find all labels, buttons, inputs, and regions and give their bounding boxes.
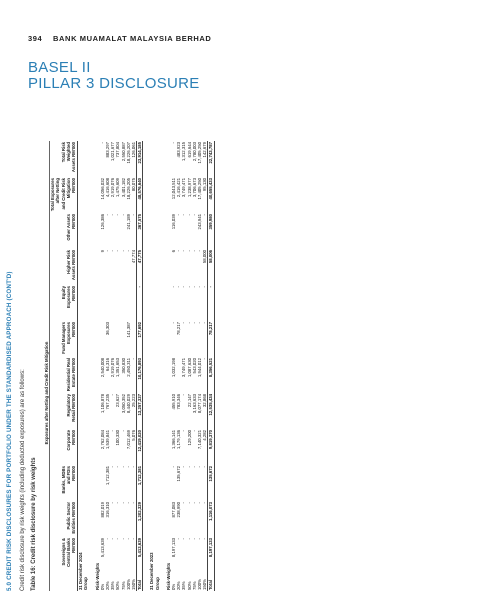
table-cell: - xyxy=(197,466,203,468)
table-cell: 5,413,639 xyxy=(99,538,105,558)
table-cell: - xyxy=(202,358,208,360)
risk-weight-label: 20% xyxy=(105,581,111,590)
table-cell: 1,351,653 xyxy=(115,358,121,378)
table-cell: 1,116,073 xyxy=(208,501,214,537)
table-cell: - xyxy=(125,466,131,468)
table-cell: 4,416,608 xyxy=(105,178,111,198)
table-cell: 18,226,207 xyxy=(125,142,131,164)
table-cell: 18,226,205 xyxy=(125,178,131,200)
table-cell: 5,076 xyxy=(131,430,137,441)
table-cell: - xyxy=(110,430,116,432)
table-cell: 10,176,893 xyxy=(137,357,143,393)
table-cell: - xyxy=(115,502,121,504)
table-cell: 238,990 xyxy=(176,502,182,518)
table-cell: 619,644 xyxy=(186,142,192,158)
row-label: 31 December 2024 xyxy=(78,552,84,590)
table-cell: - xyxy=(197,538,203,540)
column-header: Banks, MDBs and FDIs RM'000 xyxy=(50,465,78,501)
column-header: Higher Risk Assets RM'000 xyxy=(50,249,78,285)
table-cell: - xyxy=(176,250,182,252)
risk-weight-label: 50% xyxy=(115,581,121,590)
table-cell: 6 xyxy=(171,250,177,253)
table-cell: 36,303 xyxy=(105,322,111,336)
table-cell: 129,200 xyxy=(186,430,192,446)
table-cell: - xyxy=(186,466,192,468)
page-number: 394 xyxy=(28,34,43,43)
table-cell: - xyxy=(197,502,203,504)
table-cell: 17,405,250 xyxy=(197,142,203,164)
section-heading: 5.0 CREDIT RISK DISCLOSURES FOR PORTFOLIO UNDER THE STANDARDISED APPROACH (CONT'D) xyxy=(6,271,13,591)
table-cell: 78,217 xyxy=(176,322,182,336)
table-cell: 78,217 xyxy=(208,321,214,357)
table-cell: 3,706,673 xyxy=(191,178,197,198)
table-cell: - xyxy=(191,466,197,468)
row-label: Risk-Weights xyxy=(165,562,171,590)
table-cell: 1,475,609 xyxy=(115,178,121,198)
table-cell: 95,130 xyxy=(202,178,208,192)
table-cell: 25,223 xyxy=(131,394,137,408)
table-cell: - xyxy=(99,142,105,144)
table-cell: - xyxy=(181,214,187,216)
column-header: Total Exposures after Netting and Credit Risk Mitigation RM'000 xyxy=(50,178,77,212)
table-cell: - xyxy=(197,250,203,252)
table-cell: - xyxy=(176,538,182,540)
table-cell: 12,043,511 xyxy=(171,178,177,200)
table-cell: 1,202,329 xyxy=(137,501,143,537)
table-cell: 47,774 xyxy=(131,250,137,264)
table-cell: - xyxy=(115,250,121,252)
table-cell: - xyxy=(191,538,197,540)
table-cell: 767,235 xyxy=(105,394,111,410)
table-cell: 48,576,640 xyxy=(137,177,143,213)
table-cell: - xyxy=(186,538,192,540)
table-cell: 543,020 xyxy=(191,358,197,374)
table-cell: 8,077,174 xyxy=(197,394,203,414)
table-cell: 1,021,677 xyxy=(110,142,116,162)
table-cell: 13,257,337 xyxy=(137,393,143,429)
risk-weight-label: 0% xyxy=(99,583,105,590)
table-cell: 316,310 xyxy=(105,502,111,518)
table-cell: 783,346 xyxy=(176,394,182,410)
table-cell: - xyxy=(181,502,187,504)
table-cell: 5,413,639 xyxy=(137,537,143,573)
table-cell: 1,238,977 xyxy=(186,178,192,198)
table-cell: - xyxy=(202,502,208,504)
risk-weight-label: 50% xyxy=(186,581,192,590)
table-cell: 4,282 xyxy=(202,430,208,441)
table-cell: - xyxy=(202,322,208,324)
table-cell: - xyxy=(120,214,126,216)
table-cell: 142,679 xyxy=(202,142,208,158)
table-cell: - xyxy=(125,502,131,504)
table-cell: 9 xyxy=(99,250,105,253)
table-cell: 17,405,250 xyxy=(197,178,203,200)
column-header: Total Risk Weighted Assets RM'000 xyxy=(50,141,78,177)
table-cell: - xyxy=(131,358,137,360)
table-cell: 100,330 xyxy=(115,430,121,446)
rotated-table-page xyxy=(0,131,365,611)
table-cell: - xyxy=(105,538,111,540)
column-header-row xyxy=(50,141,78,591)
risk-weight-label: Total xyxy=(137,573,143,591)
table-cell: - xyxy=(186,322,192,324)
table-cell: 883,297 xyxy=(105,142,111,158)
table-cell: - xyxy=(171,322,177,324)
table-cell: 2,919,076 xyxy=(110,358,116,378)
risk-weight-label: 75% xyxy=(191,581,197,590)
risk-weight-label: 20% xyxy=(176,581,182,590)
table-cell: - xyxy=(110,394,116,396)
table-cell: 243,941 xyxy=(197,214,203,230)
table-cell: - xyxy=(131,502,137,504)
table-cell: 1,944,012 xyxy=(197,358,203,378)
table-cell: 1,366,141 xyxy=(171,430,177,450)
table-cell: 1,179,136 xyxy=(176,430,182,450)
risk-weight-label: 35% xyxy=(181,581,187,590)
row-label: Risk-Weights xyxy=(94,562,100,590)
company-name: BANK MUAMALAT MALAYSIA BERHAD xyxy=(53,34,212,43)
column-header: Residential Real Estate RM'000 xyxy=(50,357,78,393)
table-cell: 1,712,381 xyxy=(137,465,143,501)
row-label: Group xyxy=(83,577,89,590)
table-cell: 2,762,084 xyxy=(99,430,105,450)
table-title: Table 16: Credit risk disclosure by risk weights xyxy=(31,457,37,591)
table-cell: 32,868 xyxy=(202,394,208,408)
table-cell: - xyxy=(181,466,187,468)
title-line-1: BASEL II xyxy=(28,59,91,76)
table-cell: 116,039 xyxy=(171,214,177,230)
table-cell: - xyxy=(186,502,192,504)
table-cell: 47,775 xyxy=(137,249,143,285)
table-cell: - xyxy=(105,250,111,252)
table-cell: - xyxy=(110,250,116,252)
table-cell: 126,386 xyxy=(99,214,105,230)
table-cell: 80,075 xyxy=(131,178,137,192)
table-cell: - xyxy=(176,214,182,216)
table-cell: - xyxy=(208,285,214,321)
table-cell: - xyxy=(171,286,177,288)
column-header: Regulatory Retail RM'000 xyxy=(50,393,78,429)
table-cell: 3,401,182 xyxy=(120,178,126,198)
page-header xyxy=(28,34,211,43)
table-cell: 241,189 xyxy=(125,214,131,230)
table-cell: - xyxy=(120,430,126,432)
risk-weight-label: 35% xyxy=(110,581,116,590)
column-header: Equity Exposures RM'000 xyxy=(50,285,78,321)
table-cell: - xyxy=(110,466,116,468)
table-cell: - xyxy=(125,250,131,252)
table-cell: - xyxy=(202,286,208,288)
table-cell: 2,550,887 xyxy=(120,142,126,162)
table-cell: 40,655,433 xyxy=(208,177,214,213)
table-cell: 177,692 xyxy=(137,321,143,357)
table-cell: 1,712,381 xyxy=(105,466,111,486)
table-cell: - xyxy=(191,322,197,324)
table-cell: 23,914,185 xyxy=(137,141,143,177)
risk-weight-label: Total xyxy=(208,573,214,591)
risk-weight-label: 75% xyxy=(120,581,126,590)
table-cell: 1,032,198 xyxy=(171,358,177,378)
table-cell: - xyxy=(171,142,177,144)
table-cell: 58,006 xyxy=(208,249,214,285)
table-cell: - xyxy=(110,502,116,504)
risk-weight-label: 100% xyxy=(197,579,203,590)
risk-weight-label: 0% xyxy=(171,583,177,590)
table-cell: - xyxy=(171,466,177,468)
table-cell: 877,083 xyxy=(171,502,177,518)
table-cell: 135,672 xyxy=(208,465,214,501)
table-cell: 8,197,133 xyxy=(208,537,214,573)
table-cell: - xyxy=(176,286,182,288)
table-cell: - xyxy=(131,538,137,540)
table-cell: - xyxy=(191,286,197,288)
table-cell: - xyxy=(115,538,121,540)
span-header: Exposures after Netting and Credit Risk Mitigation xyxy=(44,213,50,573)
table-cell: 3,749,471 xyxy=(181,358,187,378)
table-cell: 126,061 xyxy=(131,142,137,158)
table-cell: 350,830 xyxy=(120,358,126,374)
table-cell: - xyxy=(131,466,137,468)
table-cell: 2,780,003 xyxy=(191,142,197,162)
table-cell: 3,749,471 xyxy=(181,178,187,198)
table-cell: 7,140,321 xyxy=(197,430,203,450)
table-cell: 7,012,469 xyxy=(125,430,131,450)
table-cell: 483,923 xyxy=(176,142,182,158)
table-cell: 135,672 xyxy=(176,466,182,482)
table-cell: - xyxy=(186,250,192,252)
column-header: Other Assets RM'000 xyxy=(50,213,78,249)
table-cell: - xyxy=(197,322,203,324)
table-cell: - xyxy=(181,538,187,540)
table-cell: 2,416,421 xyxy=(176,178,182,198)
table-cell: 359,980 xyxy=(208,213,214,249)
row-label: 31 December 2023 xyxy=(149,552,155,590)
table-cell: 9,819,370 xyxy=(208,429,214,465)
table-cell: 455,910 xyxy=(171,394,177,410)
risk-weight-table xyxy=(44,141,215,591)
row-label: Group xyxy=(154,577,160,590)
table-cell: - xyxy=(115,214,121,216)
table-cell: 12,419,020 xyxy=(137,429,143,465)
table-cell: - xyxy=(105,214,111,216)
table-cell: - xyxy=(120,538,126,540)
table-cell: 2,919,076 xyxy=(110,178,116,198)
table-cell: 8,440,029 xyxy=(125,394,131,414)
column-header: Sovereigns & Central Banks RM'000 xyxy=(50,537,78,573)
table-cell: - xyxy=(110,538,116,540)
table-cell: - xyxy=(120,466,126,468)
table-cell: 14,056,032 xyxy=(99,178,105,200)
table-row xyxy=(208,141,214,591)
table-cell: 3,050,352 xyxy=(120,394,126,414)
table-cell: - xyxy=(181,250,187,252)
table-cell: - xyxy=(125,538,131,540)
table-cell: 8,197,133 xyxy=(171,538,177,558)
table-cell: - xyxy=(120,250,126,252)
table-cell: 737,804 xyxy=(115,142,121,158)
table-cell: 2,450,311 xyxy=(125,358,131,377)
table-cell: - xyxy=(191,214,197,216)
table-cell: 64,316 xyxy=(105,358,111,372)
table-cell: - xyxy=(131,214,137,216)
risk-weight-label: 150% xyxy=(131,579,137,590)
section-intro: Credit risk disclosure by risk weights (including deducted exposures) are as follows: xyxy=(20,369,26,591)
table-cell: - xyxy=(181,322,187,324)
table-cell: - xyxy=(181,430,187,432)
table-cell: - xyxy=(181,394,187,396)
column-header: Corporate RM'000 xyxy=(50,429,78,465)
table-cell: 22,743,787 xyxy=(208,141,214,177)
table-cell: 3,163,633 xyxy=(191,394,197,414)
risk-weight-label: 150% xyxy=(202,579,208,590)
table-cell: 367,575 xyxy=(137,213,143,249)
table-cell: 1,087,630 xyxy=(186,358,192,378)
title-line-2: PILLAR 3 DISCLOSURE xyxy=(28,75,200,92)
table-cell: 23,627 xyxy=(115,394,121,408)
table-cell: - xyxy=(181,286,187,288)
column-header: Fund Managers Exposures RM'000 xyxy=(50,321,78,357)
page-title xyxy=(28,60,200,92)
table-cell: - xyxy=(202,538,208,540)
table-cell: 1,312,315 xyxy=(181,142,187,162)
table-cell: - xyxy=(202,214,208,216)
table-cell: 882,019 xyxy=(99,502,105,518)
table-cell: - xyxy=(115,466,121,468)
table-cell: - xyxy=(186,286,192,288)
table-cell: 1,539,841 xyxy=(105,430,111,450)
risk-weight-label: 100% xyxy=(125,579,131,590)
table-cell: - xyxy=(110,214,116,216)
table-cell: 1,106,878 xyxy=(99,394,105,414)
column-header: Public Sector Entities RM'000 xyxy=(50,501,78,537)
table-cell: 58,000 xyxy=(202,250,208,264)
table-cell: - xyxy=(191,502,197,504)
table-cell: - xyxy=(191,250,197,252)
table-cell: - xyxy=(120,502,126,504)
table-cell: 12,535,434 xyxy=(208,393,214,429)
table-cell: 8,356,521 xyxy=(208,357,214,393)
table-cell: 141,387 xyxy=(125,322,131,338)
table-cell: - xyxy=(202,466,208,468)
table-cell: - xyxy=(137,285,143,321)
table-cell: - xyxy=(186,214,192,216)
table-cell: - xyxy=(197,286,203,288)
table-cell: - xyxy=(191,430,197,432)
table-cell: 22,147 xyxy=(186,394,192,408)
table-cell: 2,540,008 xyxy=(99,358,105,378)
